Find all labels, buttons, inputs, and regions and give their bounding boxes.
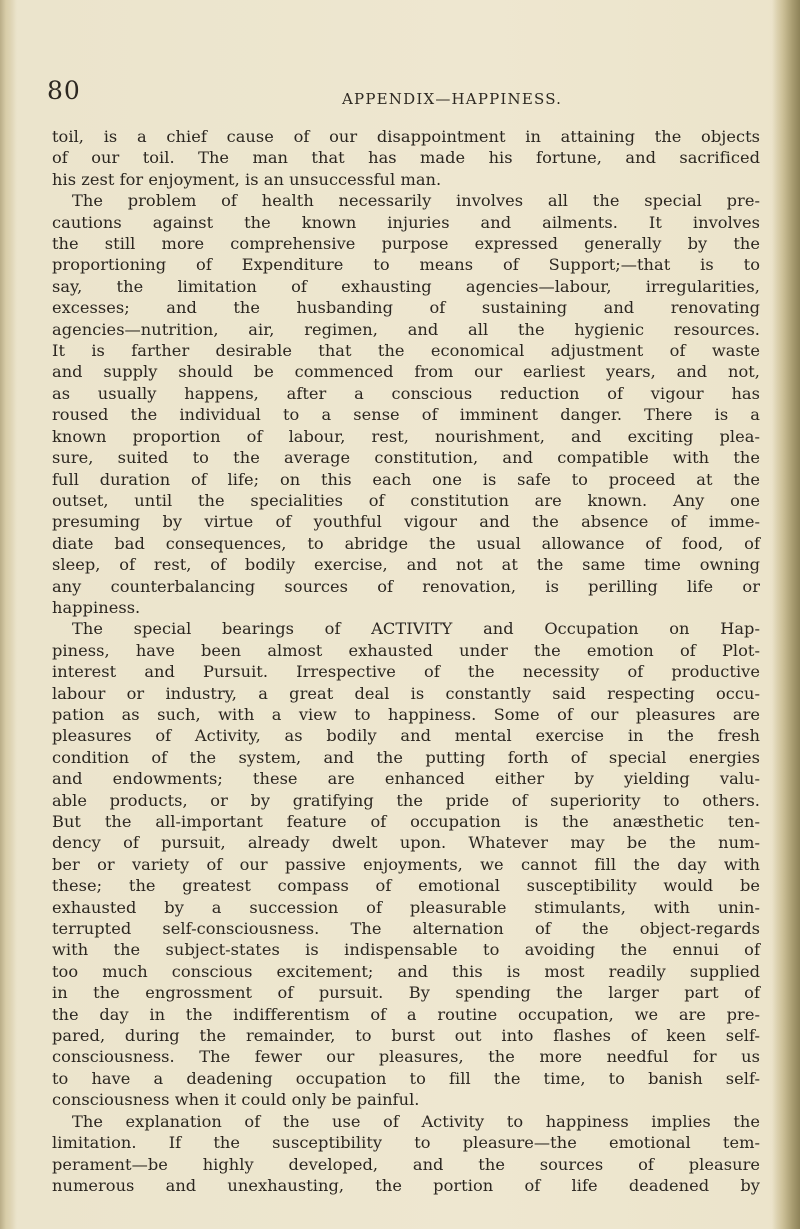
text-line: able products, or by gratifying the pride of superiority to others. [52, 790, 760, 810]
text-line: interest and Pursuit. Irrespective of the necessity of productive [52, 662, 760, 682]
page-edge-shadow [772, 0, 800, 1229]
text-line: known proportion of labour, rest, nourishment, and exciting plea- [52, 426, 760, 446]
text-line: pared, during the remainder, to burst out into flashes of keen self- [52, 1026, 760, 1046]
text-line: the still more comprehensive purpose expressed generally by the [52, 234, 760, 254]
text-line: perament—be highly developed, and the sources of pleasure [52, 1154, 760, 1174]
text-line: limitation. If the susceptibility to pleasure—the emotional tem- [52, 1133, 760, 1153]
text-line: as usually happens, after a conscious reduction of vigour has [52, 383, 760, 403]
page-gutter-shadow [0, 0, 16, 1229]
text-line: and endowments; these are enhanced either by yielding valu- [52, 769, 760, 789]
text-line: piness, have been almost exhausted under the emotion of Plot- [52, 640, 760, 660]
running-head [47, 76, 747, 116]
text-line: in the engrossment of pursuit. By spending the larger part of [52, 983, 760, 1003]
text-line: of our toil. The man that has made his fortune, and sacrificed [52, 148, 760, 168]
text-line: labour or industry, a great deal is constantly said respecting occu- [52, 683, 760, 703]
text-line: dency of pursuit, already dwelt upon. Whatever may be the num- [52, 833, 760, 853]
text-line: outset, until the specialities of constitution are known. Any one [52, 490, 760, 510]
text-line: The explanation of the use of Activity to happiness implies the [72, 1111, 760, 1131]
text-line: consciousness. The fewer our pleasures, the more needful for us [52, 1047, 760, 1067]
text-line: with the subject-states is indispensable to avoiding the ennui of [52, 940, 760, 960]
text-line: sure, suited to the average constitution, and compatible with the [52, 448, 760, 468]
text-line: diate bad consequences, to abridge the usual allowance of food, of [52, 533, 760, 553]
text-line: terrupted self-consciousness. The alternation of the object-regards [52, 919, 760, 939]
text-line: say, the limitation of exhausting agencies—labour, irregularities, [52, 276, 760, 296]
text-line: presuming by virtue of youthful vigour and the absence of imme- [52, 512, 760, 532]
text-line: The problem of health necessarily involves all the special pre- [72, 191, 760, 211]
page-number: 80 [47, 76, 81, 105]
text-line: and supply should be commenced from our earliest years, and not, [52, 362, 760, 382]
text-line: full duration of life; on this each one is safe to proceed at the [52, 469, 760, 489]
text-line: consciousness when it could only be painful. [52, 1090, 420, 1110]
text-line: to have a deadening occupation to fill the time, to banish self- [52, 1068, 760, 1088]
text-line: agencies—nutrition, air, regimen, and all the hygienic resources. [52, 319, 760, 339]
text-line: the day in the indifferentism of a routine occupation, we are pre- [52, 1004, 760, 1024]
text-line: happiness. [52, 597, 141, 617]
text-line: exhausted by a succession of pleasurable stimulants, with unin- [52, 897, 760, 917]
text-line: his zest for enjoyment, is an unsuccessful man. [52, 169, 442, 189]
text-line: cautions against the known injuries and ailments. It involves [52, 212, 760, 232]
text-line: But the all-important feature of occupation is the anæsthetic ten- [52, 812, 760, 831]
text-line: these; the greatest compass of emotional susceptibility would be [52, 876, 760, 896]
body-text [52, 126, 760, 1196]
text-line: condition of the system, and the putting forth of special energies [52, 747, 760, 767]
text-line: numerous and unexhausting, the portion of life deadened by [52, 1175, 760, 1195]
text-line: too much conscious excitement; and this is most readily supplied [52, 961, 760, 981]
text-line: toil, is a chief cause of our disappointment in attaining the objects [52, 127, 760, 146]
text-line: pation as such, with a view to happiness. Some of our pleasures are [52, 704, 760, 724]
text-line: excesses; and the husbanding of sustaining and renovating [52, 298, 760, 318]
text-line: proportioning of Expenditure to means of Support;—that is to [52, 255, 760, 275]
text-line: any counterbalancing sources of renovation, is perilling life or [52, 576, 760, 596]
text-line: sleep, of rest, of bodily exercise, and not at the same time owning [52, 555, 760, 575]
text-line: pleasures of Activity, as bodily and mental exercise in the fresh [52, 726, 760, 746]
text-line: It is farther desirable that the economical adjustment of waste [52, 341, 760, 361]
text-line: The special bearings of ACTIVITY and Occupation on Hap- [72, 619, 760, 639]
text-line: roused the individual to a sense of imminent danger. There is a [52, 405, 760, 425]
running-head-title: APPENDIX—HAPPINESS. [342, 90, 563, 108]
text-line: ber or variety of our passive enjoyments, we cannot fill the day with [52, 854, 760, 874]
